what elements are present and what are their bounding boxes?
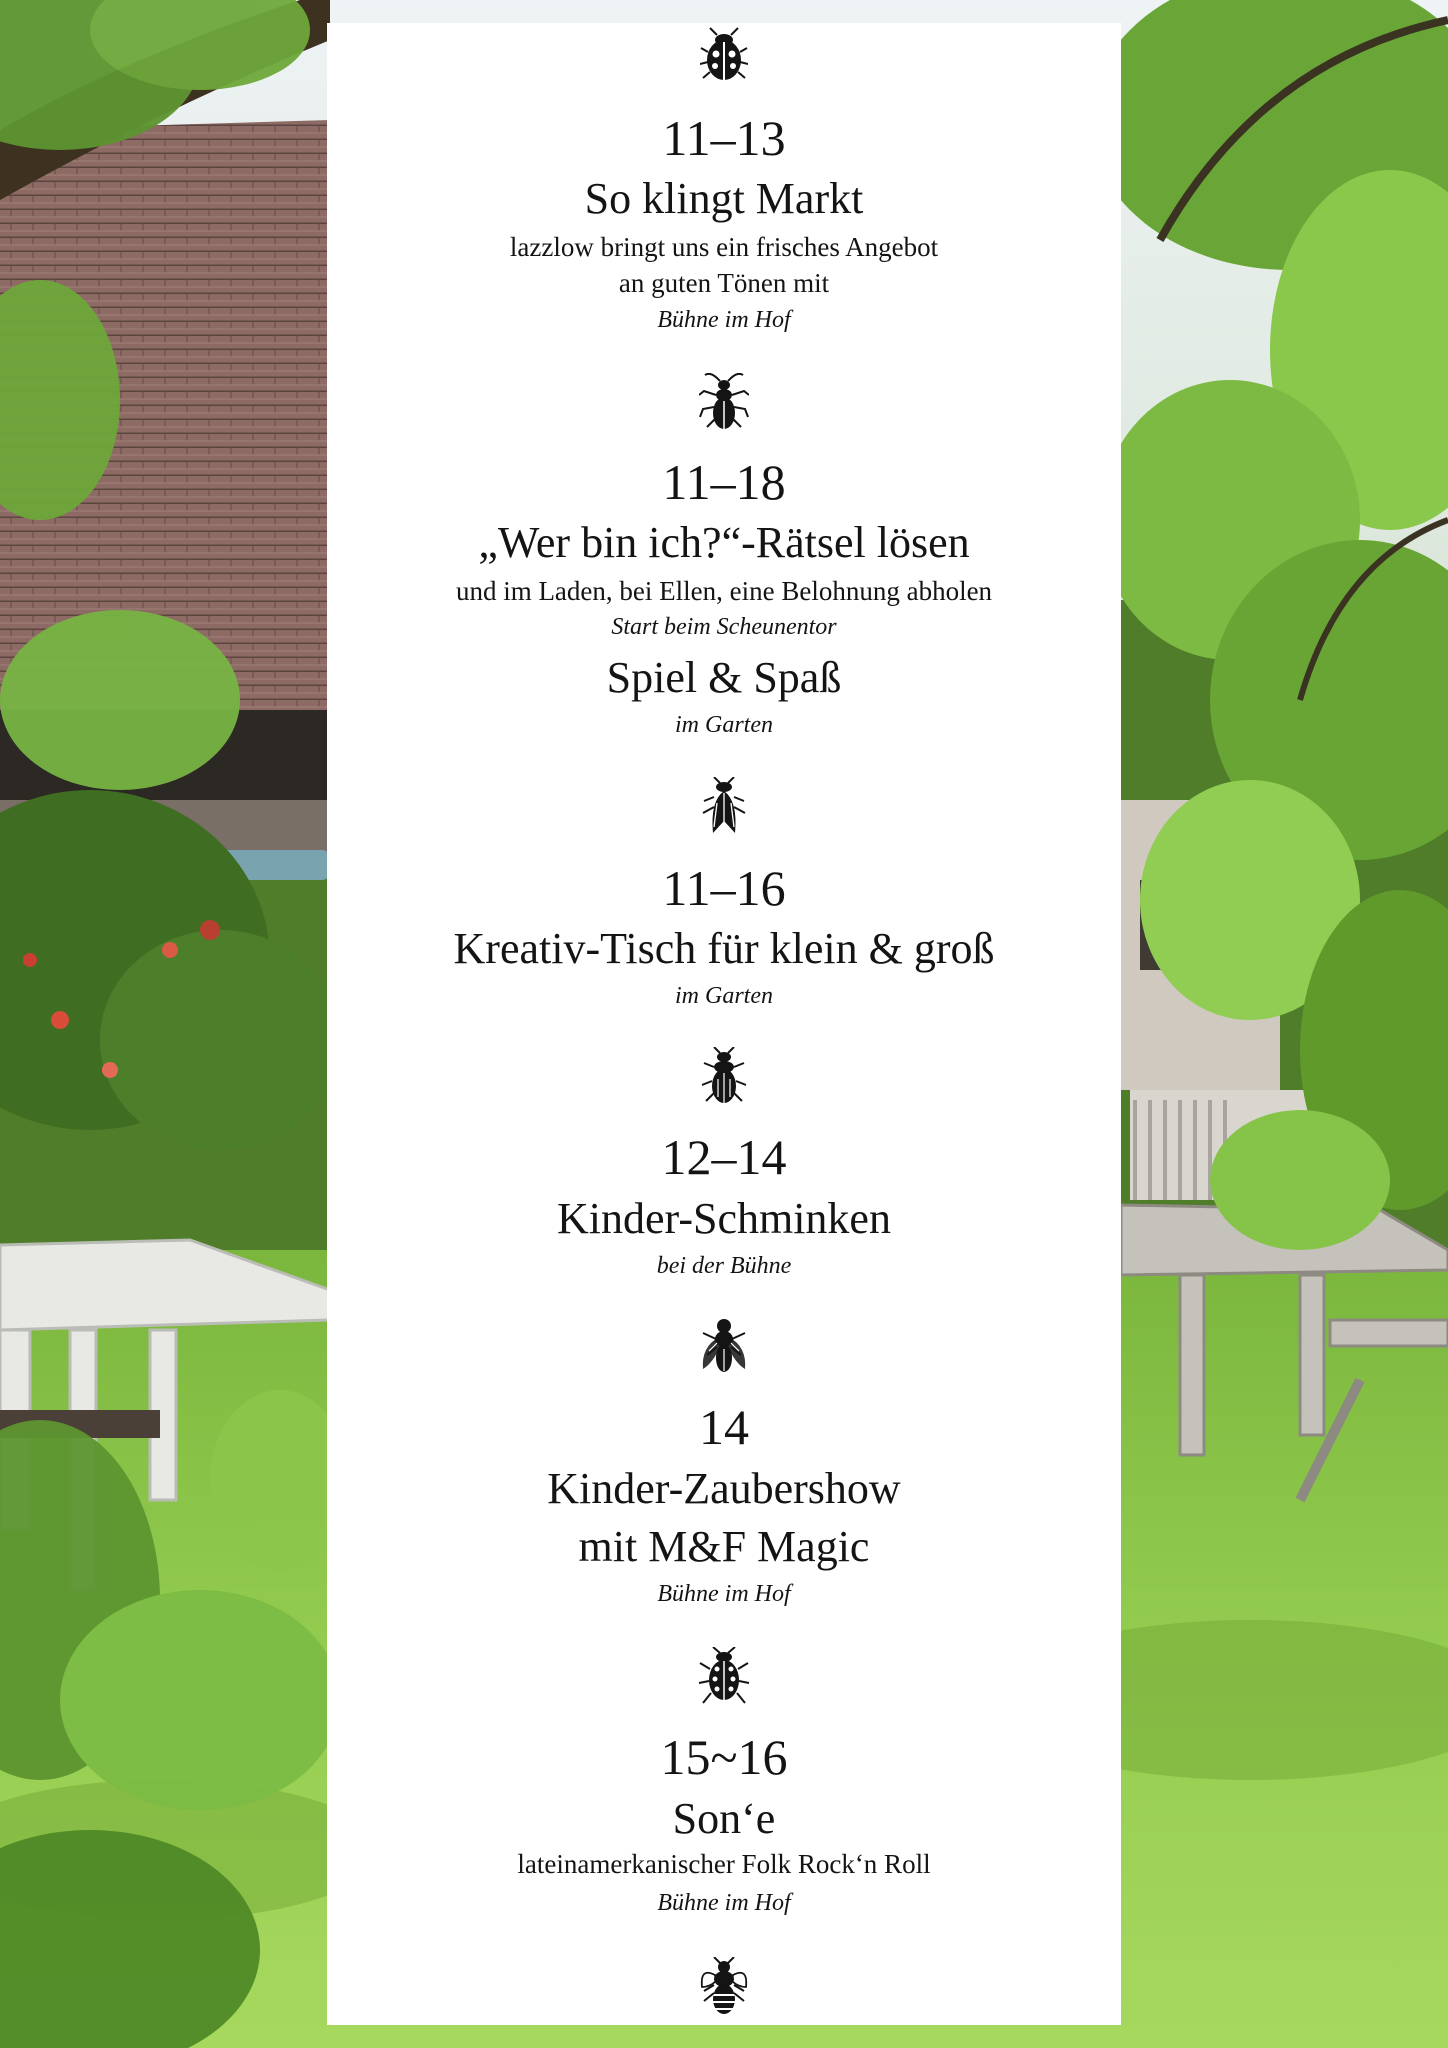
event-1-time: 11–13	[662, 110, 786, 166]
beetle-icon	[327, 1047, 1121, 1105]
event-1-title: So klingt Markt	[584, 174, 864, 223]
event-4-title: Kinder-Schminken	[557, 1194, 891, 1243]
event-5-venue: Bühne im Hof	[657, 1581, 791, 1607]
event-5-title-line-1: Kinder-Zaubershow	[547, 1464, 901, 1513]
event-6-time: 15~16	[660, 1729, 788, 1785]
event-3-title: Kreativ-Tisch für klein & groß	[453, 924, 995, 973]
event-2-time: 11–18	[662, 454, 786, 510]
cicada-icon	[327, 777, 1121, 835]
event-4-time: 12–14	[661, 1129, 787, 1185]
event-2-venue: Start beim Scheunentor	[611, 614, 837, 640]
longhorn-beetle-icon	[327, 373, 1121, 431]
event-5-title-line-2: mit M&F Magic	[578, 1522, 870, 1571]
event-2-title: „Wer bin ich?“-Rätsel lösen	[478, 518, 970, 567]
ladybird-icon	[327, 26, 1121, 84]
spotted-beetle-icon	[327, 1647, 1121, 1705]
program-column	[327, 23, 1121, 2025]
event-1-description-line-2: an guten Tönen mit	[618, 268, 830, 298]
event-1-description-line-1: lazzlow bringt uns ein frisches Angebot	[509, 232, 939, 262]
event-1-venue: Bühne im Hof	[657, 307, 791, 333]
event-2-subtitle-venue: im Garten	[675, 712, 773, 738]
event-6-title: Son‘e	[672, 1794, 776, 1843]
event-6-venue: Bühne im Hof	[657, 1890, 791, 1916]
event-6-description: lateinamerkanischer Folk Rock‘n Roll	[517, 1849, 931, 1879]
fly-icon	[327, 1317, 1121, 1375]
event-2-description: und im Laden, bei Ellen, eine Belohnung abholen	[455, 576, 993, 606]
event-4-venue: bei der Bühne	[656, 1253, 792, 1279]
event-2-subtitle: Spiel & Spaß	[606, 653, 842, 702]
event-3-venue: im Garten	[675, 983, 773, 1009]
bee-icon	[327, 1958, 1121, 2016]
event-3-time: 11–16	[662, 860, 786, 916]
event-5-time: 14	[699, 1399, 749, 1455]
